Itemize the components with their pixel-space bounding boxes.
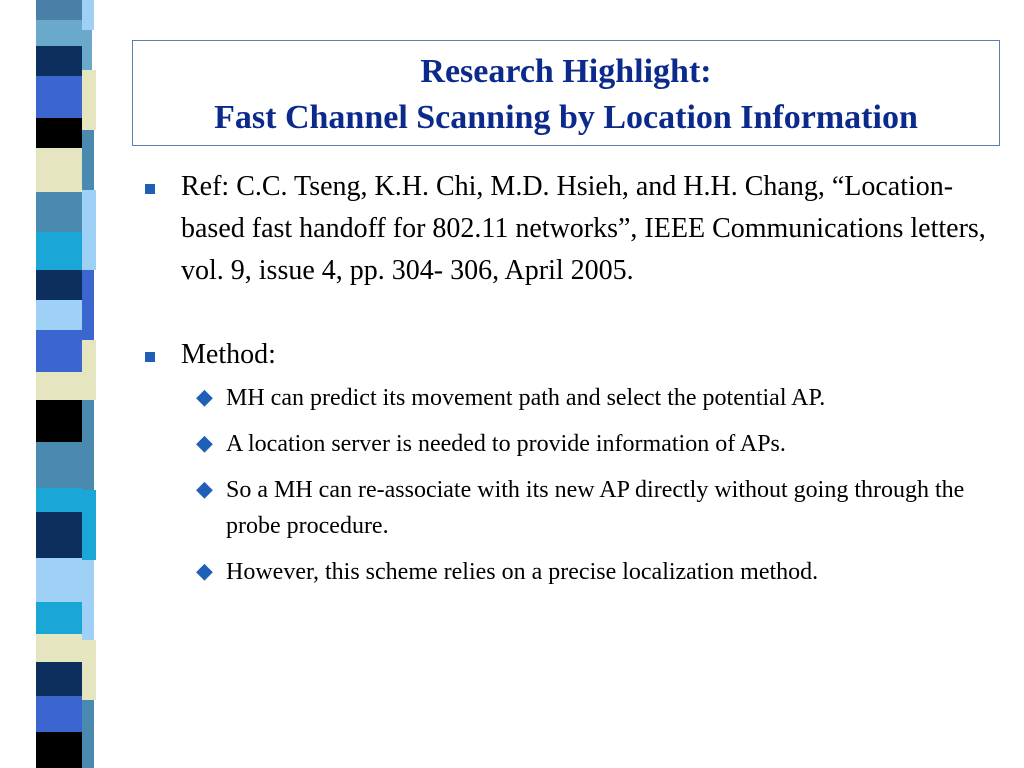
method-label: Method:: [181, 339, 276, 370]
slide-body: [140, 166, 1000, 590]
square-bullet-icon: [145, 184, 155, 194]
decorative-side-strip: [0, 0, 118, 768]
method-subitem: [140, 380, 1000, 416]
diamond-bullet-icon: ◆: [196, 477, 213, 502]
slide-title: [132, 40, 1000, 146]
reference-text: Ref: C.C. Tseng, K.H. Chi, M.D. Hsieh, and H.H. Chang, “Location-based fast handoff for 802.11 networks”, IEEE Communications letters, vol. 9, issue 4, pp. 304- 306, April 2005.: [181, 171, 986, 286]
method-subitem: [140, 472, 1000, 544]
diamond-bullet-icon: ◆: [196, 431, 213, 456]
subitem-text: So a MH can re-associate with its new AP directly without going through the probe procedure.: [226, 477, 965, 539]
bullet-reference: [140, 166, 1000, 292]
method-subitem: [140, 426, 1000, 462]
bullet-method: [140, 334, 1000, 376]
method-subitem: [140, 554, 1000, 590]
square-bullet-icon: [145, 352, 155, 362]
subitem-text: MH can predict its movement path and select the potential AP.: [226, 385, 826, 411]
title-line-2: Fast Channel Scanning by Location Information: [214, 99, 918, 136]
subitem-text: A location server is needed to provide information of APs.: [226, 431, 786, 457]
subitem-text: However, this scheme relies on a precise localization method.: [226, 559, 819, 585]
diamond-bullet-icon: ◆: [196, 559, 213, 584]
diamond-bullet-icon: ◆: [196, 385, 213, 410]
title-line-1: Research Highlight:: [420, 53, 712, 90]
